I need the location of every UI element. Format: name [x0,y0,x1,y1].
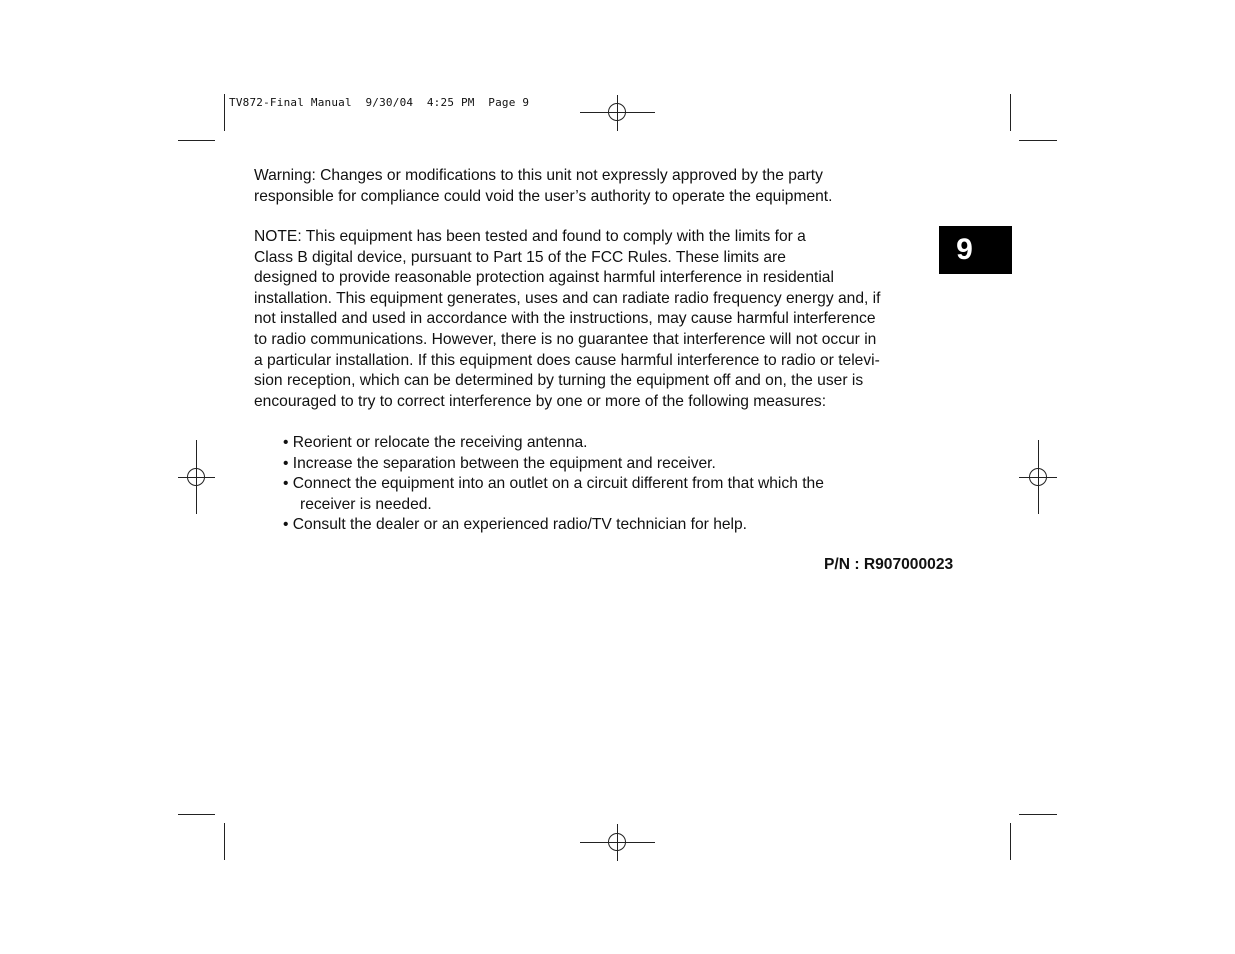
note-line: not installed and used in accordance with the instructions, may cause harmful interference [254,310,876,328]
note-line: Class B digital device, pursuant to Part 15 of the FCC Rules. These limits are [254,248,786,266]
measure-text: • Increase the separation between the equipment and receiver. [283,454,716,472]
list-item [283,433,824,454]
crop-mark-bottom-left-vertical [224,823,225,860]
measure-text: • Consult the dealer or an experienced radio/TV technician for help. [283,516,748,534]
measure-text: • Reorient or relocate the receiving antenna. [283,434,588,451]
measure-text: • Connect the equipment into an outlet on a circuit different from that which the [283,475,824,493]
fcc-note-paragraph [254,227,880,412]
crop-mark-top-right-horizontal [1019,140,1057,141]
registration-mark-bottom-circle [608,833,626,851]
list-item [283,454,824,475]
interference-measures-list [283,433,824,536]
note-line: designed to provide reasonable protection against harmful interference in residential [254,269,834,287]
part-number: P/N : R907000023 [824,556,954,573]
registration-mark-left-circle [187,468,205,486]
list-item [283,515,824,536]
note-line: NOTE: This equipment has been tested and found to comply with the limits for a [254,228,806,245]
crop-mark-bottom-right-horizontal [1019,814,1057,815]
registration-mark-right-circle [1029,468,1047,486]
crop-mark-top-left-vertical [224,94,225,131]
page-number-tab: 9 [939,226,1012,274]
note-line: sion reception, which can be determined by turning the equipment off and on, the user is [254,372,864,390]
crop-mark-top-left-horizontal [178,140,215,141]
crop-mark-bottom-left-horizontal [178,814,215,815]
warning-line: responsible for compliance could void the user’s authority to operate the equipment. [254,187,833,205]
printer-slug-line: TV872-Final Manual 9/30/04 4:25 PM Page 9 [229,96,530,109]
note-line: encouraged to try to correct interference by one or more of the following measures: [254,392,827,410]
note-line: a particular installation. If this equipment does cause harmful interference to radio or televi- [254,351,880,369]
warning-line: Warning: Changes or modifications to this unit not expressly approved by the party [254,167,823,184]
registration-mark-top-circle [608,103,626,121]
crop-mark-bottom-right-vertical [1010,823,1011,860]
note-line: to radio communications. However, there is no guarantee that interference will not occur in [254,330,877,348]
note-line: installation. This equipment generates, uses and can radiate radio frequency energy and, if [254,289,881,307]
warning-paragraph [254,166,832,207]
crop-mark-top-right-vertical [1010,94,1011,131]
list-item [283,474,824,515]
measure-continuation: receiver is needed. [300,495,432,513]
